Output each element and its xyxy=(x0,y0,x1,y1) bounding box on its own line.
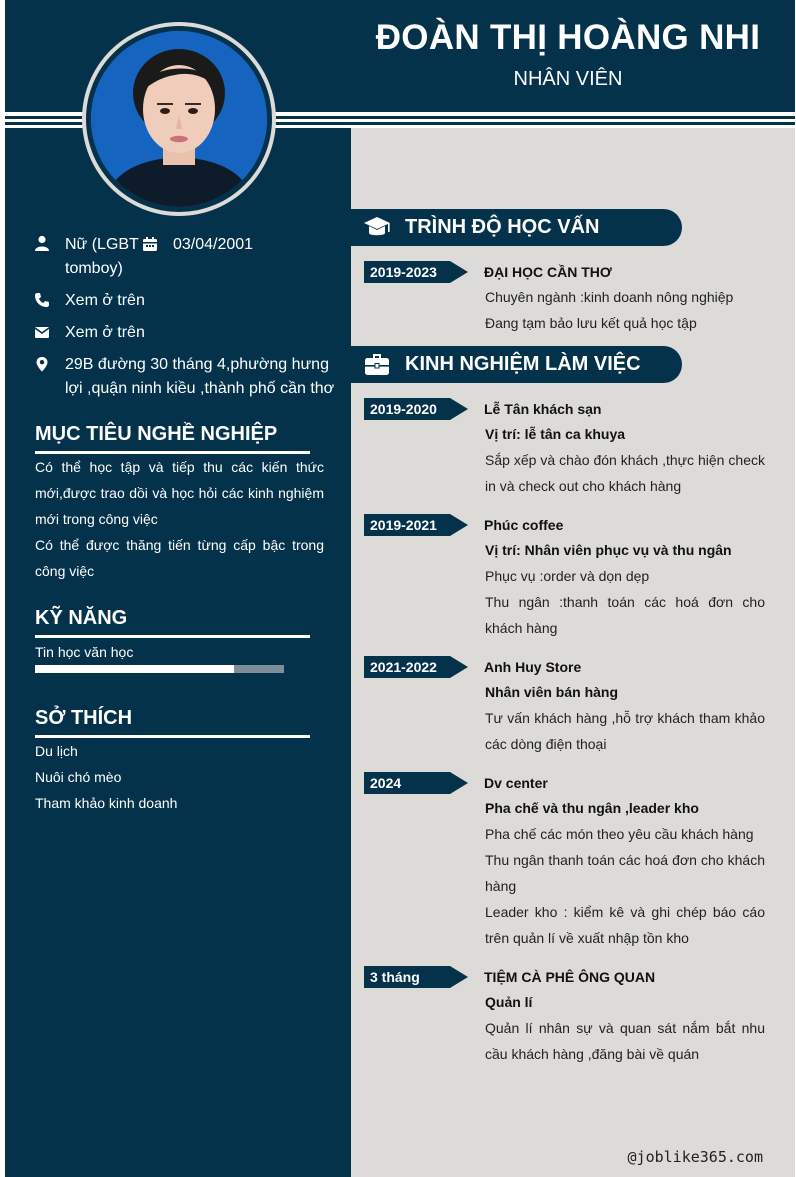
calendar-icon xyxy=(142,236,158,252)
job-position: Pha chế và thu ngân ,leader kho xyxy=(485,800,699,816)
education-header xyxy=(351,209,682,246)
job-date: 2021-2022 xyxy=(370,659,437,675)
gender-text-cont: tomboy) xyxy=(65,260,123,277)
candidate-role: NHÂN VIÊN xyxy=(513,68,623,90)
address-line2: lợi ,quận ninh kiều ,thành phố cần thơ xyxy=(65,380,335,397)
gender-text: Nữ (LGBT xyxy=(65,236,139,253)
skill-bar-fill xyxy=(35,665,234,673)
job-date: 2019-2021 xyxy=(370,517,437,533)
skills-heading: KỸ NĂNG xyxy=(35,607,128,629)
job-detail: Phục vụ :order và dọn dẹp xyxy=(485,568,650,584)
job-position: Vị trí: lễ tân ca khuya xyxy=(485,426,626,442)
job-date: 3 tháng xyxy=(370,969,420,985)
job-date-tag xyxy=(364,966,468,988)
watermark: @joblike365.com xyxy=(627,1148,763,1166)
job-date: 2024 xyxy=(370,775,402,791)
job-detail: Quản lí nhân sự và quan sát nắm bắt nhu cầu khách hàng ,đăng bài về quán xyxy=(485,1020,765,1062)
skills-underline xyxy=(35,635,310,638)
job-date: 2019-2020 xyxy=(370,401,437,417)
job-date-tag xyxy=(364,772,468,794)
job-detail: Pha chế các món theo yêu cầu khách hàng xyxy=(485,826,754,842)
birthday-text: 03/04/2001 xyxy=(173,236,254,253)
job-date-tag xyxy=(364,398,468,420)
briefcase-icon xyxy=(363,351,391,377)
objective-p1: Có thể học tập và tiếp thu các kiến thức mới,được trao dồi và học hỏi các kinh nghiệm mới trong công việc xyxy=(35,459,324,527)
objective-p2: Có thể được thăng tiến từng cấp bậc trong công việc xyxy=(35,537,324,579)
address-line1: 29B đường 30 tháng 4,phường hưng xyxy=(65,356,329,373)
experience-header xyxy=(351,346,682,383)
objective-heading: MỤC TIÊU NGHỀ NGHIỆP xyxy=(35,423,278,445)
education-school: ĐẠI HỌC CẦN THƠ xyxy=(484,264,612,280)
experience-heading: KINH NGHIỆM LÀM VIỆC xyxy=(405,353,641,375)
hobby-item: Du lịch xyxy=(35,743,78,759)
job-company: Lễ Tân khách sạn xyxy=(484,401,602,417)
job-company: Anh Huy Store xyxy=(484,659,582,675)
job-detail: Tư vấn khách hàng ,hỗ trợ khách tham khảo các dòng điện thoại xyxy=(485,710,765,752)
user-icon xyxy=(34,235,50,251)
job-position: Vị trí: Nhân viên phục vụ và thu ngân xyxy=(485,542,732,558)
email-icon xyxy=(34,324,50,340)
job-company: Dv center xyxy=(484,775,548,791)
job-company: TIỆM CÀ PHÊ ÔNG QUAN xyxy=(484,969,656,985)
job-detail: Sắp xếp và chào đón khách ,thực hiện check in và check out cho khách hàng xyxy=(485,452,765,494)
phone-text: Xem ở trên xyxy=(65,292,145,309)
email-text: Xem ở trên xyxy=(65,324,145,341)
job-date-tag xyxy=(364,514,468,536)
location-pin-icon xyxy=(34,356,50,372)
job-company: Phúc coffee xyxy=(484,517,564,533)
job-detail: Leader kho : kiểm kê và ghi chép báo cáo trên quản lí về xuất nhập tồn kho xyxy=(485,904,765,946)
skill-bar xyxy=(35,665,284,673)
phone-icon xyxy=(34,292,50,308)
candidate-name: ĐOÀN THỊ HOÀNG NHI xyxy=(375,18,761,57)
education-heading: TRÌNH ĐỘ HỌC VẤN xyxy=(405,216,600,238)
avatar xyxy=(91,31,267,207)
graduation-cap-icon xyxy=(363,214,391,240)
education-date-tag xyxy=(364,261,468,283)
job-position: Quản lí xyxy=(485,994,533,1010)
job-detail: Thu ngân :thanh toán các hoá đơn cho khách hàng xyxy=(485,594,765,636)
skill-name: Tin học văn học xyxy=(35,644,134,660)
education-date: 2019-2023 xyxy=(370,264,437,280)
education-line1: Chuyên ngành :kinh doanh nông nghiệp xyxy=(485,289,734,305)
hobby-item: Nuôi chó mèo xyxy=(35,769,122,785)
job-detail: Thu ngân thanh toán các hoá đơn cho khách hàng xyxy=(485,852,765,894)
education-line2: Đang tạm bảo lưu kết quả học tập xyxy=(485,315,697,331)
job-date-tag xyxy=(364,656,468,678)
job-position: Nhân viên bán hàng xyxy=(485,684,619,700)
hobbies-heading: SỞ THÍCH xyxy=(35,707,133,729)
hobby-item: Tham khảo kinh doanh xyxy=(35,795,178,811)
